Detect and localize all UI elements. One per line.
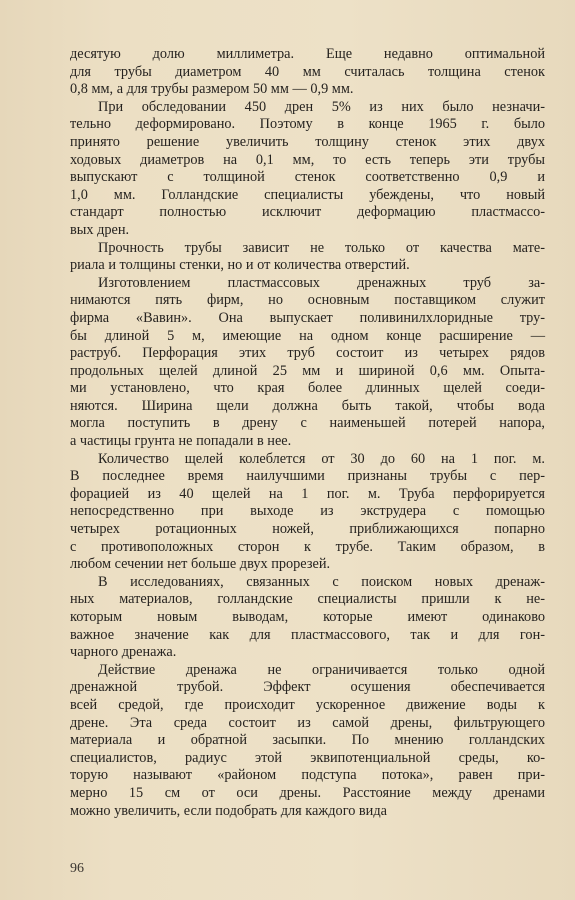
text-line: четырех ротационных ножей, приближающихся попарно: [70, 521, 545, 538]
text-line: чарного дренажа.: [70, 644, 177, 661]
text-line: При обследовании 450 дрен 5% из них было незначи-: [98, 98, 545, 115]
text-line: нимаются пять фирм, но основным поставщиком служит: [70, 292, 545, 309]
text-line: Прочность трубы зависит не только от качества мате-: [98, 239, 545, 256]
text-line: торую называют «районом подступа потока», равен при-: [70, 767, 545, 784]
paragraph: [70, 662, 545, 820]
text-line: любом сечении нет больше двух прорезей.: [70, 556, 331, 573]
text-line: мерно 15 см от оси дрены. Расстояние между дренами: [70, 784, 545, 801]
text-line: можно увеличить, если подобрать для каждого вида: [70, 802, 387, 819]
text-line: непосредственно при выходе из экструдера с помощью: [70, 503, 545, 520]
paragraph: [70, 99, 545, 240]
text-line: няются. Ширина щели должна быть такой, чтобы вода: [70, 397, 545, 414]
text-line: важное значение как для пластмассового, так и для гон-: [70, 626, 545, 643]
page-number: 96: [70, 861, 84, 876]
text-line: продольных щелей длиной 25 мм и шириной 0,6 мм. Опыта-: [70, 362, 545, 379]
text-line: всей средой, где происходит ускоренное движение воды к: [70, 696, 545, 713]
text-line: могла поступить в дрену с наименьшей потерей напора,: [70, 415, 545, 432]
text-line: В исследованиях, связанных с поиском новых дренаж-: [98, 573, 545, 590]
paragraph: [70, 574, 545, 662]
text-line: дренажной трубой. Эффект осушения обеспечивается: [70, 679, 545, 696]
text-line: Количество щелей колеблется от 30 до 60 на 1 пог. м.: [98, 450, 545, 467]
text-line: которым новым выводам, которые имеют одинаково: [70, 609, 545, 625]
text-line: вых дрен.: [70, 221, 130, 238]
text-line: фирма «Вавин». Она выпускает поливинилхлоридные тру-: [70, 309, 545, 326]
paragraph: [70, 240, 545, 275]
text-line: материала и обратной засыпки. По мнению голландских: [70, 732, 545, 749]
text-line: В последнее время наилучшими признаны трубы с пер-: [70, 468, 545, 485]
text-line: стандарт полностью исключит деформацию пластмассо-: [70, 204, 545, 221]
text-line: десятую долю миллиметра. Еще недавно оптимальной: [70, 46, 545, 62]
text-line: Изготовлением пластмассовых дренажных труб за-: [98, 274, 545, 291]
paragraph: [70, 451, 545, 574]
paragraph: [70, 46, 545, 99]
text-line: риала и толщины стенки, но и от количества отверстий.: [70, 257, 410, 274]
text-line: ми установлено, что края более длинных щелей соеди-: [70, 380, 545, 397]
text-line: дрене. Эта среда состоит из самой дрены, фильтрующего: [70, 714, 545, 731]
text-line: тельно деформировано. Поэтому в конце 1965 г. было: [70, 116, 545, 133]
text-line: принято решение увеличить толщину стенок этих двух: [70, 133, 545, 150]
text-line: форацией из 40 щелей на 1 пог. м. Труба перфорируется: [70, 485, 545, 502]
text-line: 1,0 мм. Голландские специалисты убеждены, что новый: [70, 186, 545, 203]
text-line: ходовых диаметров на 0,1 мм, то есть теперь эти трубы: [70, 151, 545, 168]
page-body-text: [70, 46, 545, 820]
text-line: ных материалов, голландские специалисты пришли к не-: [70, 591, 545, 608]
text-line: а частицы грунта не попадали в нее.: [70, 433, 292, 450]
text-line: раструб. Перфорация этих труб состоит из четырех рядов: [70, 345, 545, 362]
text-line: Действие дренажа не ограничивается только одной: [98, 661, 545, 678]
paragraph: [70, 275, 545, 451]
text-line: выпускают с толщиной стенок соответственно 0,9 и: [70, 169, 545, 186]
text-line: 0,8 мм, а для трубы размером 50 мм — 0,9 мм.: [70, 81, 354, 98]
text-line: специалистов, радиус этой эквипотенциальной среды, ко-: [70, 749, 545, 766]
text-line: бы длиной 5 м, имеющие на одном конце расширение —: [70, 327, 545, 344]
text-line: для трубы диаметром 40 мм считалась толщина стенок: [70, 63, 545, 80]
text-line: с противоположных сторон к трубе. Таким образом, в: [70, 538, 545, 555]
